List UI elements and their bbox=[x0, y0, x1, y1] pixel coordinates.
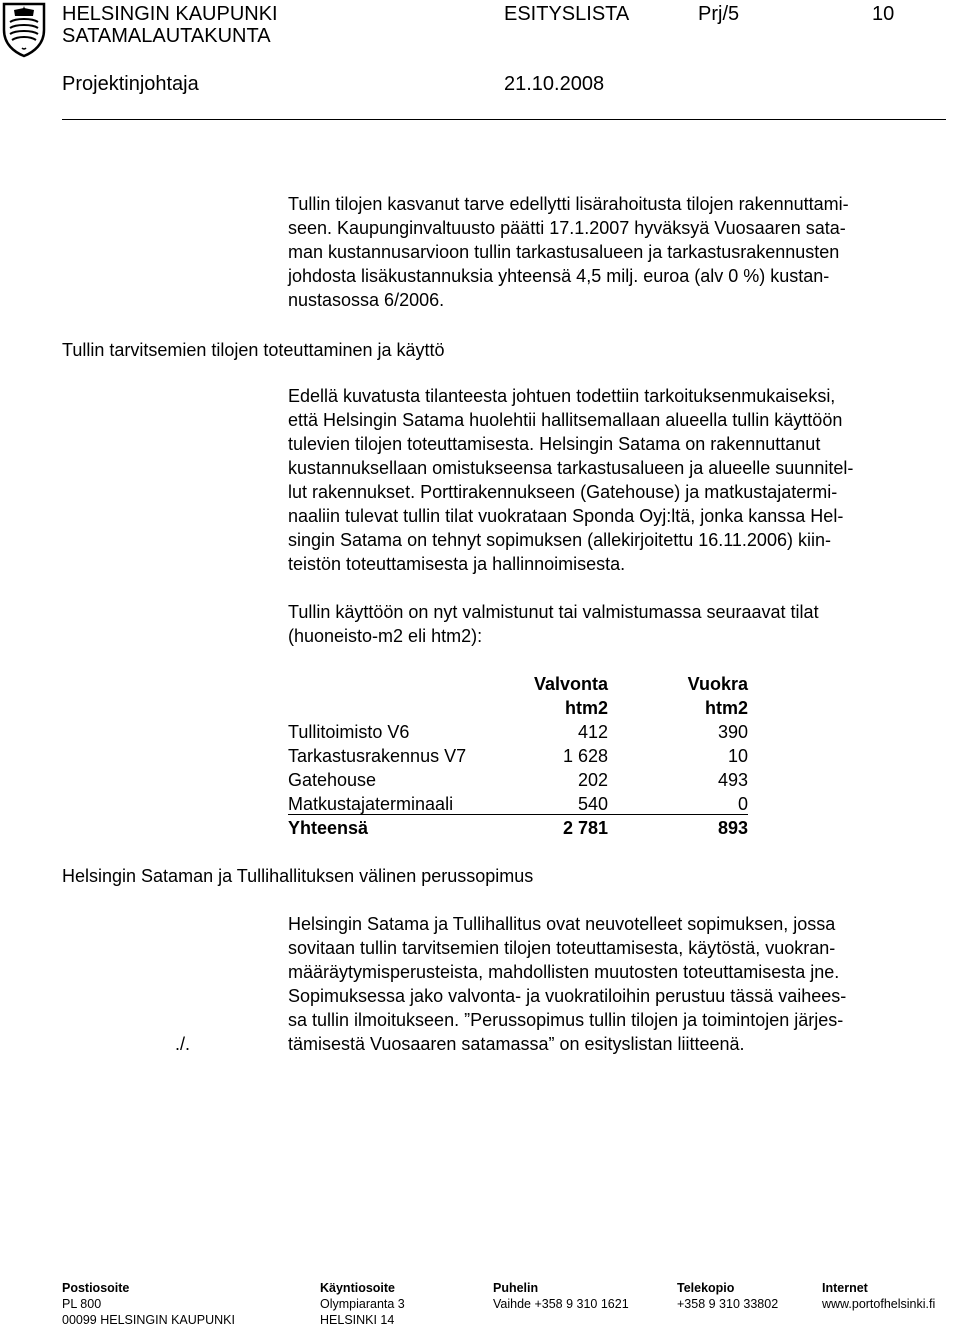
text-line: että Helsingin Satama huolehtii hallitsemallaan alueella tullin käyttöön bbox=[288, 410, 843, 430]
page-number: 10 bbox=[872, 3, 895, 25]
text-line: Tullin tilojen kasvanut tarve edellytti lisärahoitusta tilojen rakennuttami- bbox=[288, 194, 849, 214]
footer-phone bbox=[493, 1280, 629, 1312]
table-total-divider bbox=[288, 814, 748, 815]
footer-value: Vaihde +358 9 310 1621 bbox=[493, 1297, 629, 1311]
paragraph-implementation bbox=[288, 384, 938, 576]
vuokra-value: 493 bbox=[717, 770, 748, 790]
text-line: man kustannusarvioon tullin tarkastusalueen ja tarkastusrakennusten bbox=[288, 242, 840, 262]
header-divider bbox=[62, 119, 946, 120]
footer-web bbox=[822, 1280, 935, 1312]
paragraph-facilities-intro bbox=[288, 600, 938, 648]
text-line: naaliin tulevat tullin tilat vuokrataan Sponda Oyj:ltä, jonka kanssa Hel- bbox=[288, 506, 844, 526]
facility-name: Tullitoimisto V6 bbox=[288, 722, 410, 742]
doc-type: ESITYSLISTA bbox=[504, 3, 630, 25]
attachment-mark: ./. bbox=[175, 1034, 191, 1054]
footer-visit bbox=[320, 1280, 405, 1328]
footer-fax bbox=[677, 1280, 778, 1312]
valvonta-value: 202 bbox=[577, 770, 608, 790]
column-unit-vuokra: htm2 bbox=[704, 698, 748, 718]
paragraph-agreement bbox=[288, 912, 938, 1056]
total-valvonta: 2 781 bbox=[562, 818, 608, 838]
text-line: sovitaan tullin tarvitsemien tilojen toteuttamisesta, käytöstä, vuokran- bbox=[288, 938, 836, 958]
text-line: singin Satama on tehnyt sopimuksen (allekirjoitettu 16.11.2006) kiin- bbox=[288, 530, 831, 550]
footer-label: Puhelin bbox=[493, 1281, 539, 1295]
footer-value: PL 800 bbox=[62, 1297, 102, 1311]
section-heading-facilities: Tullin tarvitsemien tilojen toteuttaminen ja käyttö bbox=[62, 340, 445, 360]
text-line: Edellä kuvatusta tilanteesta johtuen todettiin tarkoituksenmukaiseksi, bbox=[288, 386, 836, 406]
document-date: 21.10.2008 bbox=[504, 73, 605, 95]
text-line: Tullin käyttöön on nyt valmistunut tai valmistumassa seuraavat tilat bbox=[288, 602, 819, 622]
footer-label: Käyntiosoite bbox=[320, 1281, 396, 1295]
text-line: nustasossa 6/2006. bbox=[288, 290, 445, 310]
text-line: sa tullin ilmoitukseen. ”Perussopimus tullin tilojen ja toimintojen järjes- bbox=[288, 1010, 844, 1030]
text-line: johdosta lisäkustannuksia yhteensä 4,5 milj. euroa (alv 0 %) kustan- bbox=[288, 266, 830, 286]
vuokra-value: 0 bbox=[737, 794, 748, 814]
column-header-valvonta: Valvonta bbox=[533, 674, 608, 694]
valvonta-value: 1 628 bbox=[562, 746, 608, 766]
text-line: Helsingin Satama ja Tullihallitus ovat neuvotelleet sopimuksen, jossa bbox=[288, 914, 836, 934]
valvonta-value: 412 bbox=[577, 722, 608, 742]
total-vuokra: 893 bbox=[717, 818, 748, 838]
text-line: lut rakennukset. Porttirakennukseen (Gatehouse) ja matkustajatermi- bbox=[288, 482, 838, 502]
org-board: SATAMALAUTAKUNTA bbox=[62, 25, 271, 47]
text-line: tulevien tilojen toteuttamisesta. Helsingin Satama on rakennuttanut bbox=[288, 434, 821, 454]
paragraph-funding bbox=[288, 192, 938, 312]
facility-name: Gatehouse bbox=[288, 770, 377, 790]
facility-name: Matkustajaterminaali bbox=[288, 794, 454, 814]
text-line: Sopimuksessa jako valvonta- ja vuokratiloihin perustuu tässä vaihees- bbox=[288, 986, 847, 1006]
text-line: teistön toteuttamisesta ja hallinnoimisesta. bbox=[288, 554, 626, 574]
text-line: määräytymisperusteista, mahdollisten muutosten toteuttamisesta jne. bbox=[288, 962, 840, 982]
text-line: (huoneisto-m2 eli htm2): bbox=[288, 626, 483, 646]
text-line: tämisestä Vuosaaren satamassa” on esityslistan liitteenä. bbox=[288, 1034, 745, 1054]
valvonta-value: 540 bbox=[577, 794, 608, 814]
section-heading-agreement: Helsingin Sataman ja Tullihallituksen välinen perussopimus bbox=[62, 866, 534, 886]
column-unit-valvonta: htm2 bbox=[564, 698, 608, 718]
footer-value: HELSINKI 14 bbox=[320, 1313, 395, 1327]
vuokra-value: 10 bbox=[727, 746, 748, 766]
author-title: Projektinjohtaja bbox=[62, 73, 199, 95]
facility-name: Tarkastusrakennus V7 bbox=[288, 746, 467, 766]
footer-label: Telekopio bbox=[677, 1281, 735, 1295]
footer-value: Olympiaranta 3 bbox=[320, 1297, 405, 1311]
footer-label: Internet bbox=[822, 1281, 868, 1295]
footer-value: 00099 HELSINGIN KAUPUNKI bbox=[62, 1313, 235, 1327]
text-line: kustannuksellaan omistukseensa tarkastusalueen ja alueelle suunnitel- bbox=[288, 458, 854, 478]
column-header-vuokra: Vuokra bbox=[687, 674, 748, 694]
total-label: Yhteensä bbox=[288, 818, 369, 838]
footer-value: www.portofhelsinki.fi bbox=[822, 1297, 936, 1311]
footer-postal bbox=[62, 1280, 235, 1328]
vuokra-value: 390 bbox=[717, 722, 748, 742]
doc-reference: Prj/5 bbox=[698, 3, 740, 25]
text-line: seen. Kaupunginvaltuusto päätti 17.1.2007 hyväksyä Vuosaaren sata- bbox=[288, 218, 846, 238]
footer-label: Postiosoite bbox=[62, 1281, 130, 1295]
footer-value: +358 9 310 33802 bbox=[677, 1297, 779, 1311]
org-name: HELSINGIN KAUPUNKI bbox=[62, 3, 278, 25]
helsinki-crest-logo bbox=[0, 0, 48, 58]
